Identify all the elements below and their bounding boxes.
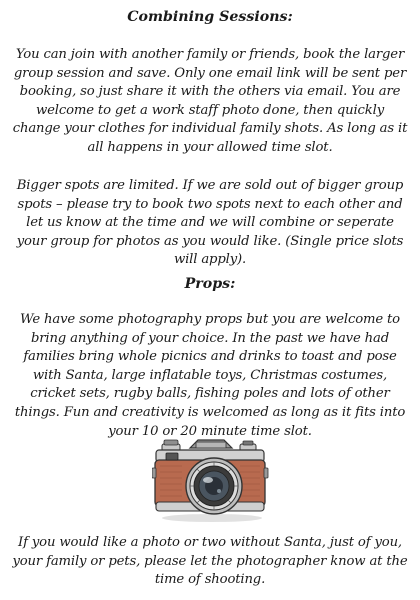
props-paragraph: We have some photography props but you are welcome to bring anything of your choice. In the past we have had families bring whole picnics and drinks to toast and pose with Santa, large inflatable toys, Christmas costumes, cricket sets, rugby balls, fishing poles and lots of other things. Fun and creativity is welcomed as long as it fits into your 10 or 20 minute time slot.: [14, 312, 406, 439]
combining-sessions-paragraph-2: Bigger spots are limited. If we are sold out of bigger group spots – please try to book two spots next to each other and let us know at the time and we will combine or seperate your group for photos as you would like. (Single price slots will apply).: [16, 178, 404, 268]
vintage-camera-icon: [152, 438, 270, 524]
combining-sessions-paragraph-1: You can join with another family or friends, book the larger group session and save. Only one email link will be sent per booking, so just share it with the others via email. You are welcome to get a work staff photo done, then quickly change your clothes for individual family shots. As long as it all happens in your allowed time slot.: [12, 47, 408, 155]
combining-sessions-heading: Combining Sessions:: [127, 9, 293, 25]
closing-paragraph: If you would like a photo or two without Santa, just of you, your family or pets, please let the photographer know at the time of shooting.: [12, 535, 408, 588]
props-heading: Props:: [184, 276, 236, 292]
